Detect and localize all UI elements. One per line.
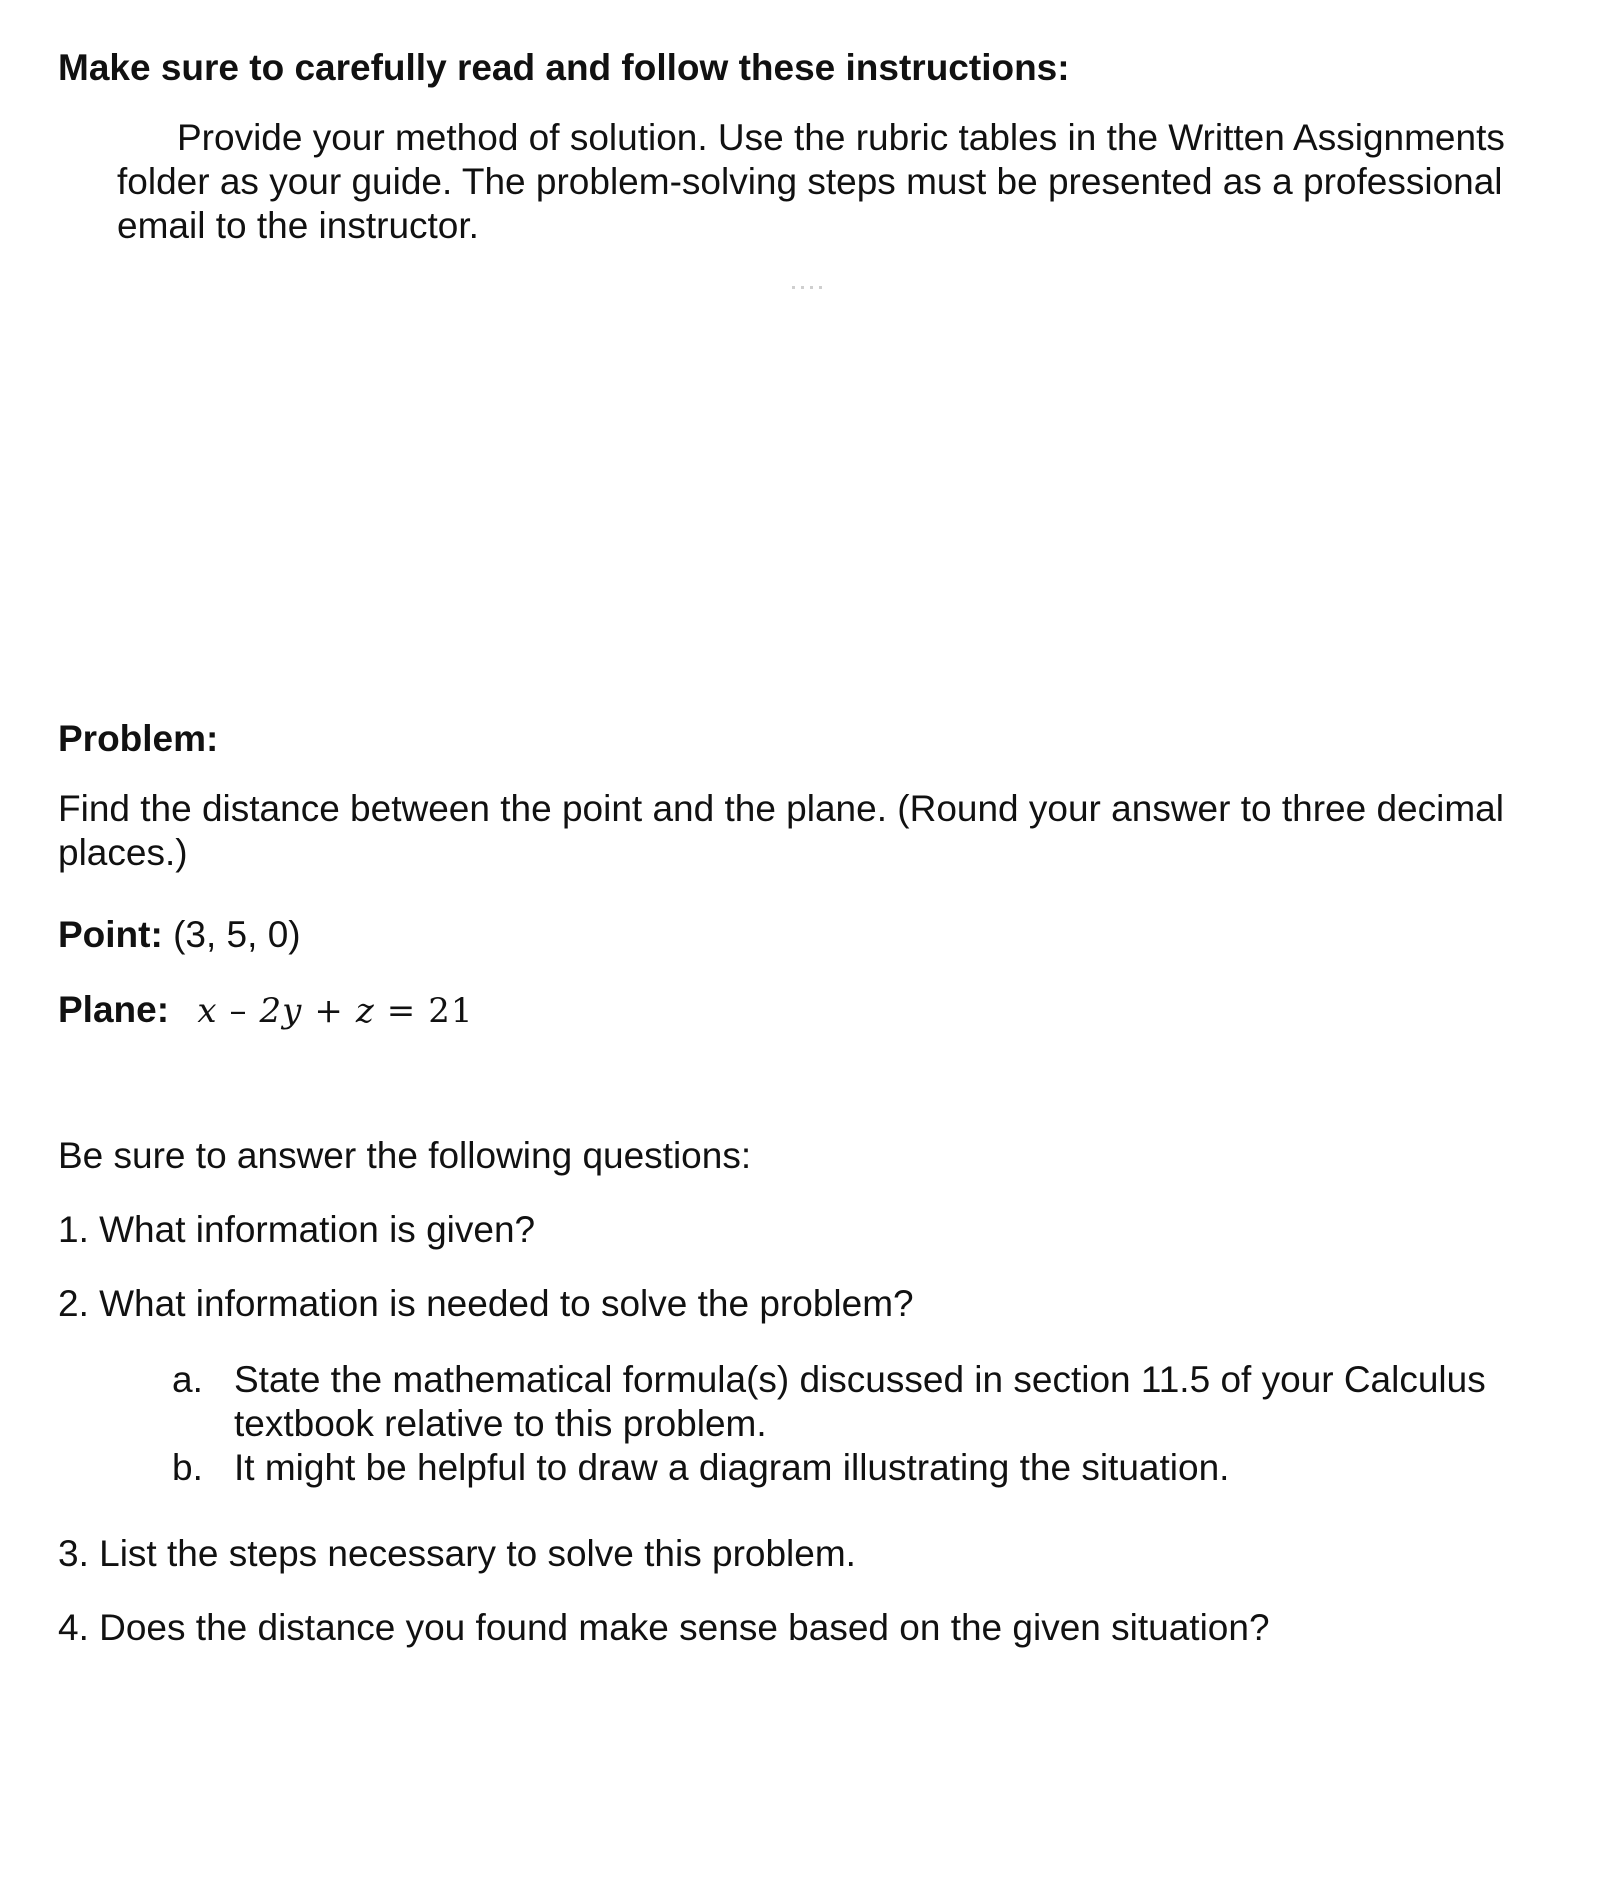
point-value: (3, 5, 0) [173, 914, 301, 955]
point-label: Point: [58, 914, 163, 955]
equation-plus: + [314, 991, 344, 1031]
equation-rhs: 21 [428, 991, 474, 1031]
scan-artifact [792, 286, 826, 289]
question-2-sublist [172, 1358, 1592, 1490]
problem-heading: Problem: [58, 718, 219, 759]
question-3: 3. List the steps necessary to solve this problem. [58, 1533, 856, 1574]
question-2b [172, 1446, 1592, 1490]
sub-text: It might be helpful to draw a diagram illustrating the situation. [234, 1447, 1230, 1488]
point-line [58, 913, 301, 957]
sub-marker: b. [172, 1447, 203, 1488]
question-2a [172, 1358, 1592, 1446]
equation-minus: – [229, 991, 248, 1031]
problem-statement: Find the distance between the point and the plane. (Round your answer to three decimal places.) [58, 788, 1504, 873]
equation-equals: = [386, 991, 417, 1031]
plane-equation [197, 991, 473, 1031]
equation-z: z [355, 991, 375, 1031]
equation-2y: 2y [259, 991, 303, 1031]
question-2: 2. What information is needed to solve the problem? [58, 1283, 914, 1324]
plane-label: Plane: [58, 989, 170, 1030]
instructions-body: Provide your method of solution. Use the rubric tables in the Written Assignments folder as your guide. The problem-solving steps must be presented as a professional email to the instructor. [117, 117, 1505, 246]
sub-marker: a. [172, 1359, 203, 1400]
question-1: 1. What information is given? [58, 1209, 536, 1250]
equation-x: x [197, 991, 218, 1031]
sub-text: State the mathematical formula(s) discussed in section 11.5 of your Calculus textbook relative to this problem. [234, 1359, 1486, 1444]
questions-intro: Be sure to answer the following questions: [58, 1135, 752, 1176]
question-4: 4. Does the distance you found make sense based on the given situation? [58, 1607, 1270, 1648]
plane-line [58, 988, 474, 1033]
instructions-heading: Make sure to carefully read and follow these instructions: [58, 47, 1070, 88]
